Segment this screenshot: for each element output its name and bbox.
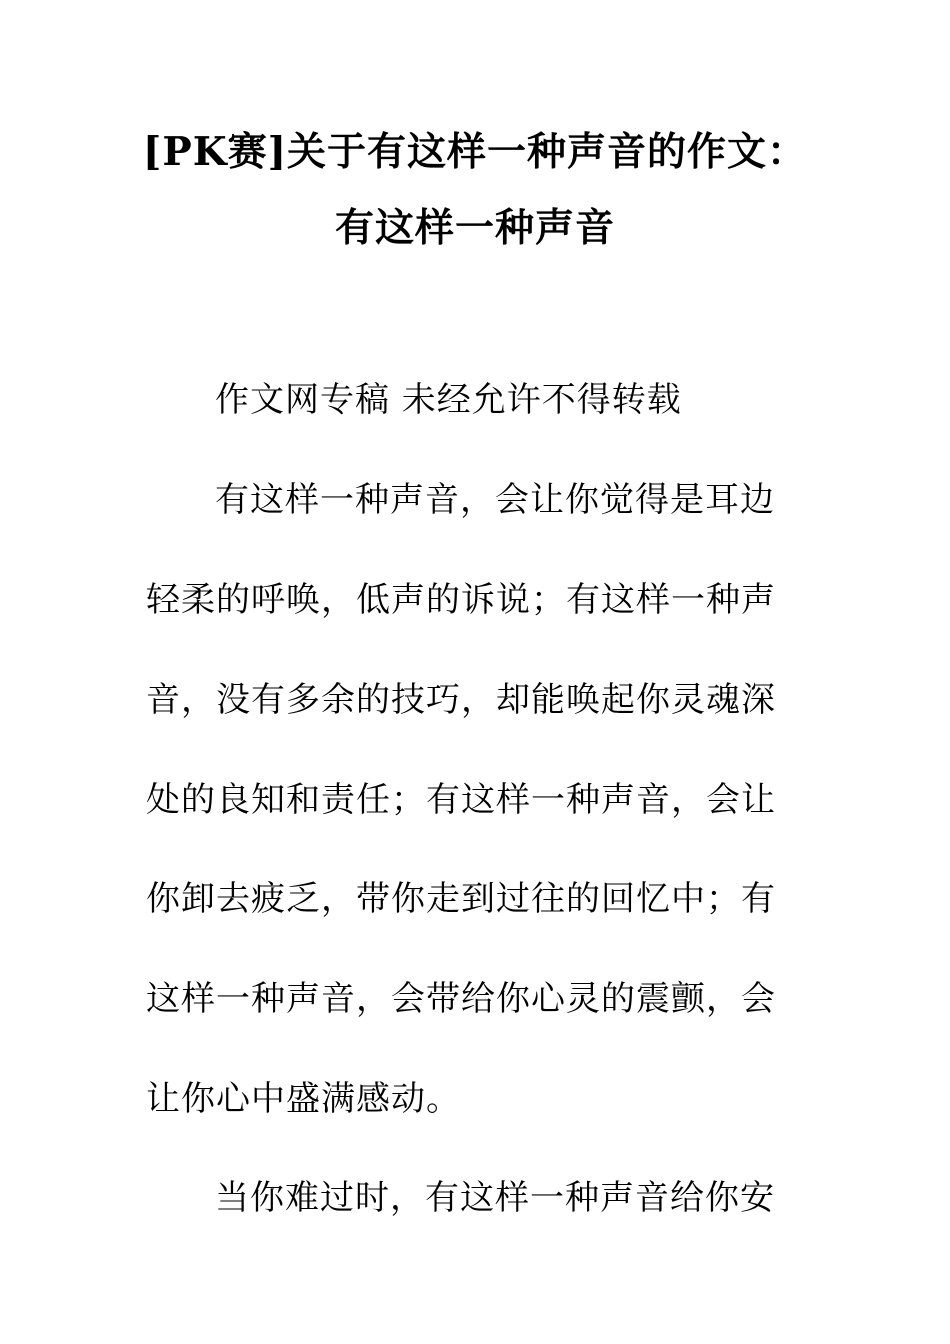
paragraph-1-line-3: 音，没有多余的技巧，却能唤起你灵魂深	[146, 680, 776, 720]
paragraph-1-line-7: 让你心中盛满感动。	[146, 1079, 461, 1119]
paragraph-1-line-4: 处的良知和责任；有这样一种声音，会让	[146, 780, 776, 820]
paragraph-1-line-2: 轻柔的呼唤，低声的诉说；有这样一种声	[146, 580, 776, 620]
paragraph-1-line-6: 这样一种声音，会带给你心灵的震颤，会	[146, 979, 776, 1019]
paragraph-2-line-1: 当你难过时，有这样一种声音给你安	[215, 1178, 775, 1218]
paragraph-1-line-1: 有这样一种声音，会让你觉得是耳边	[215, 480, 775, 520]
byline: 作文网专稿 未经允许不得转载	[215, 380, 682, 420]
title-line-1: [PK赛]关于有这样一种声音的作文：	[142, 129, 808, 175]
paragraph-1-line-5: 你卸去疲乏，带你走到过往的回忆中；有	[146, 879, 776, 919]
title-line-2: 有这样一种声音	[334, 205, 615, 251]
